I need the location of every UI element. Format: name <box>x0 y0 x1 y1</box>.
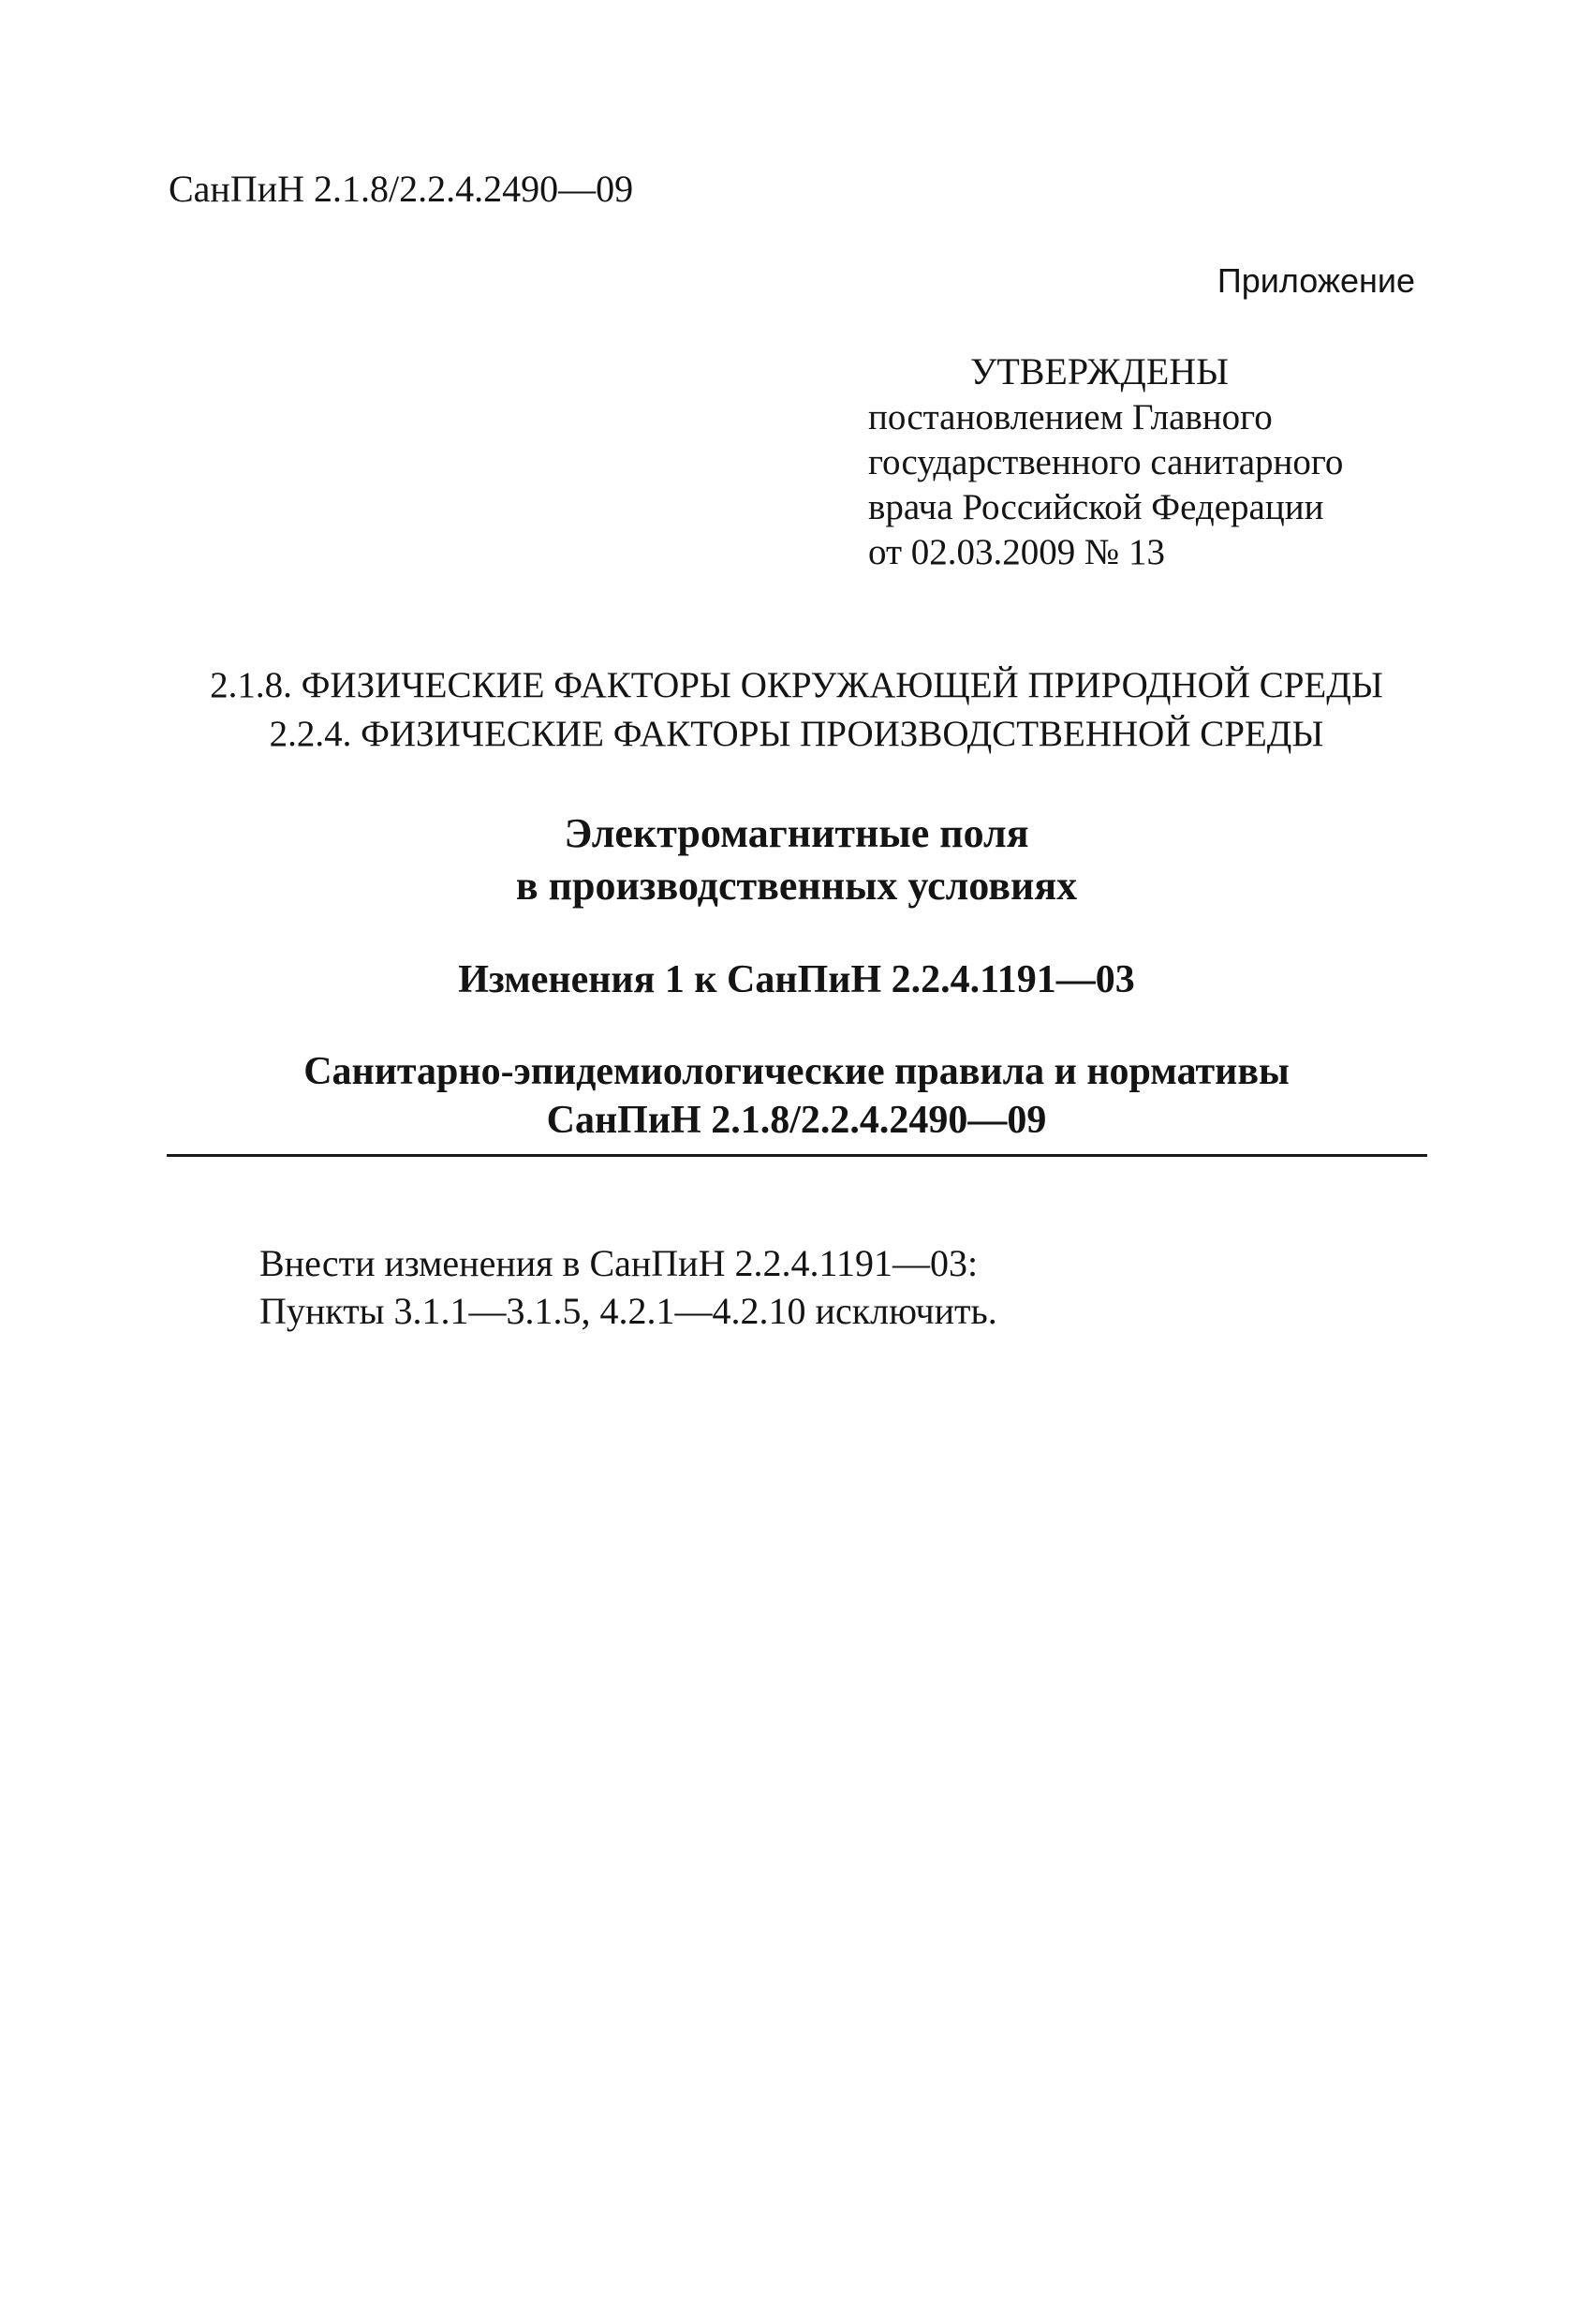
body-paragraph-line: Пункты 3.1.1—3.1.5, 4.2.1—4.2.10 исключить. <box>259 1290 997 1332</box>
approval-heading: УТВЕРЖДЕНЫ <box>970 350 1230 392</box>
approval-date-line: от 02.03.2009 № 13 <box>868 532 1165 572</box>
document-title <box>0 807 1593 912</box>
appendix-label: Приложение <box>1217 261 1415 300</box>
rules-code-line: СанПиН 2.1.8/2.2.4.2490—09 <box>546 1099 1047 1142</box>
approval-line: государственного санитарного <box>868 442 1344 482</box>
body-text <box>259 1239 1383 1335</box>
section-heading: 2.2.4. ФИЗИЧЕСКИЕ ФАКТОРЫ ПРОИЗВОДСТВЕННОЙ СРЕДЫ <box>269 714 1324 754</box>
document-title-line: Электромагнитные поля <box>564 810 1029 856</box>
rules-heading <box>0 1047 1593 1145</box>
amendment-heading: Изменения 1 к СанПиН 2.2.4.1191—03 <box>458 958 1135 1001</box>
approval-line: постановлением Главного <box>868 397 1273 437</box>
document-code-header: СанПиН 2.1.8/2.2.4.2490—09 <box>169 168 634 210</box>
rules-heading-line: Санитарно-эпидемиологические правила и нормативы <box>303 1050 1290 1093</box>
approval-line: врача Российской Федерации <box>868 487 1324 527</box>
horizontal-divider <box>167 1154 1427 1157</box>
body-paragraph-line: Внести изменения в СанПиН 2.2.4.1191—03: <box>259 1242 979 1284</box>
section-heading: 2.1.8. ФИЗИЧЕСКИЕ ФАКТОРЫ ОКРУЖАЮЩЕЙ ПРИРОДНОЙ СРЕДЫ <box>210 665 1383 705</box>
document-title-line: в производственных условиях <box>515 863 1078 909</box>
approval-block <box>868 348 1430 575</box>
section-headings <box>0 661 1593 759</box>
